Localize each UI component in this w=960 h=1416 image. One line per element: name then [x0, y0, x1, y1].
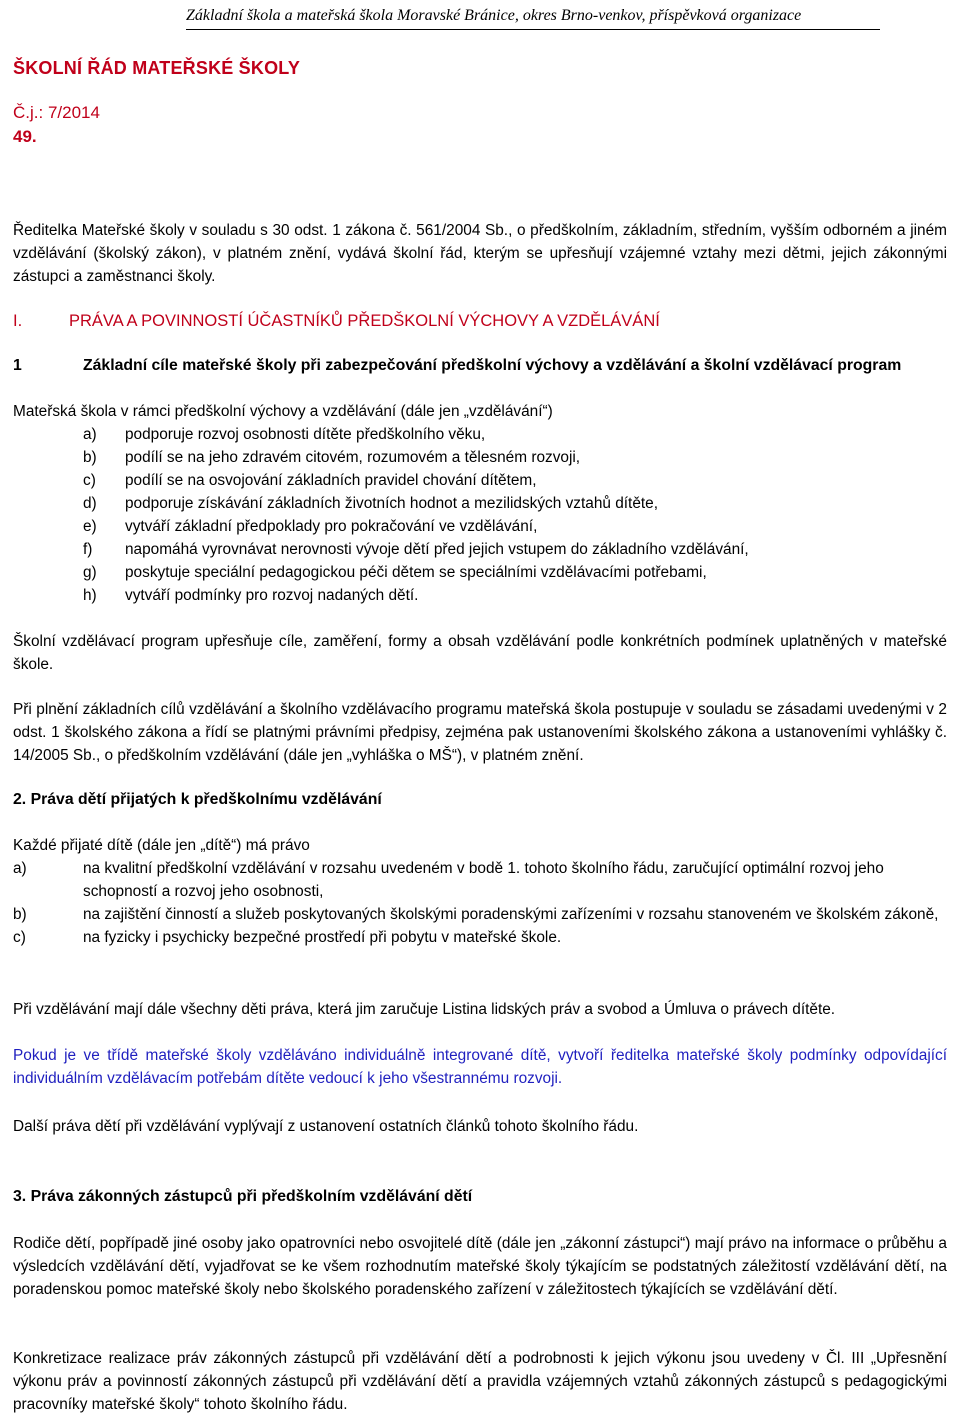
- list-item-text: na zajištění činností a služeb poskytovaných školskými poradenskými zařízeními v rozsahu stanoveném ve školském zákoně,: [83, 906, 939, 923]
- list-item-text: vytváří podmínky pro rozvoj nadaných dětí.: [125, 587, 419, 604]
- article-2-heading: 2. Práva dětí přijatých k předškolnímu vzdělávání: [13, 791, 382, 808]
- article-1-number: 1: [13, 357, 22, 374]
- article-3-paragraph-2: Konkretizace realizace práv zákonných zástupců při vzdělávání dětí a podrobnosti k jejich výkonu jsou uvedeny v Čl. III „Upřesnění výkonu práv a povinností zákonných zástupců při vzdělávání dětí a pravidla vzájemných vztahů zákonných zástupců s pedagogickými pracovníky mateřské školy“ tohoto školního řádu.: [13, 1350, 947, 1413]
- list-item: [13, 538, 947, 561]
- list-item-text: vytváří základní předpoklady pro pokračování ve vzdělávání,: [125, 518, 538, 535]
- article-2-paragraph-2: Pokud je ve třídě mateřské školy vzděláváno individuálně integrované dítě, vytvoří ředitelka mateřské školy podmínky odpovídající individuálním vzdělávacím potřebám dítěte vedoucí k jeho všestrannému rozvoji.: [13, 1047, 947, 1087]
- list-item-text: napomáhá vyrovnávat nerovnosti vývoje dětí před jejich vstupem do základního vzdělávání,: [125, 541, 749, 558]
- list-item-label: d): [83, 495, 97, 512]
- list-item: [13, 561, 947, 584]
- list-item: [13, 469, 947, 492]
- intro-paragraph: Ředitelka Mateřské školy v souladu s 30 odst. 1 zákona č. 561/2004 Sb., o předškolním, základním, středním, vyšším odborném a jiném vzdělávání (školský zákon), v platném znění, vydává školní řád, kterým se upřesňují vzájemné vztahy mezi dětmi, jejich zákonnými zástupci a zaměstnanci školy.: [13, 222, 947, 285]
- list-item: [13, 857, 947, 903]
- list-item-label: g): [83, 564, 97, 581]
- article-1-heading: [13, 355, 901, 377]
- article-2-body: [13, 834, 947, 949]
- list-item-label: c): [83, 472, 96, 489]
- list-item-label: e): [83, 518, 97, 535]
- list-item-text: na fyzicky i psychicky bezpečné prostředí při pobytu v mateřské škole.: [83, 929, 562, 946]
- list-item-text: podílí se na osvojování základních pravidel chování dítětem,: [125, 472, 537, 489]
- article-1-list: [13, 423, 947, 607]
- article-2-list: [13, 857, 947, 949]
- list-item-text: podporuje rozvoj osobnosti dítěte předškolního věku,: [125, 426, 486, 443]
- list-item-text: podílí se na jeho zdravém citovém, rozumovém a tělesném rozvoji,: [125, 449, 581, 466]
- section-heading: [13, 310, 660, 332]
- article-3-heading: 3. Práva zákonných zástupců při předškolním vzdělávání dětí: [13, 1188, 473, 1205]
- list-item-label: f): [83, 541, 93, 558]
- list-item-text: na kvalitní předškolní vzdělávání v rozsahu uvedeném v bodě 1. tohoto školního řádu, zaručující optimální rozvoj jeho schopností a rozvoj jeho osobnosti,: [83, 860, 884, 900]
- list-item-label: b): [13, 906, 27, 923]
- list-item-label: h): [83, 587, 97, 604]
- article-1-lead: Mateřská škola v rámci předškolní výchovy a vzdělávání (dále jen „vzdělávání“): [13, 403, 553, 420]
- article-2-lead: Každé přijaté dítě (dále jen „dítě“) má právo: [13, 837, 310, 854]
- list-item: [13, 446, 947, 469]
- article-2-paragraph-1: Při vzdělávání mají dále všechny děti práva, která jim zaručuje Listina lidských práv a svobod a Úmluva o právech dítěte.: [13, 1001, 836, 1018]
- list-item: [13, 903, 947, 926]
- list-item-label: b): [83, 449, 97, 466]
- section-title: PRÁVA A POVINNOSTÍ ÚČASTNÍKŮ PŘEDŠKOLNÍ VÝCHOVY A VZDĚLÁVÁNÍ: [69, 312, 660, 330]
- list-item-text: poskytuje speciální pedagogickou péči dětem se speciálními vzdělávacími potřebami,: [125, 564, 707, 581]
- list-item: [13, 926, 947, 949]
- list-item-label: a): [13, 860, 27, 877]
- article-1-paragraph-2: Při plnění základních cílů vzdělávání a školního vzdělávacího programu mateřská škola postupuje v souladu se zásadami uvedenými v 2 odst. 1 školského zákona a řídí se platnými právními předpisy, zejména pak ustanoveními školského zákona a ustanoveními vyhlášky č. 14/2005 Sb., o předškolním vzdělávání (dále jen „vyhláška o MŠ“), v platném znění.: [13, 701, 947, 764]
- reference-number: Č.j.: 7/2014: [13, 103, 100, 122]
- list-item-text: podporuje získávání základních životních hodnot a mezilidských vztahů dítěte,: [125, 495, 658, 512]
- document-header: Základní škola a mateřská škola Moravské Bránice, okres Brno-venkov, příspěvková organizace: [186, 6, 880, 30]
- list-item: [13, 515, 947, 538]
- list-item-label: c): [13, 929, 26, 946]
- section-number: I.: [13, 312, 23, 330]
- list-item: [13, 423, 947, 446]
- list-item: [13, 492, 947, 515]
- list-item-label: a): [83, 426, 97, 443]
- document-title: ŠKOLNÍ ŘÁD MATEŘSKÉ ŠKOLY: [13, 58, 301, 78]
- article-2-paragraph-3: Další práva dětí při vzdělávání vyplývají z ustanovení ostatních článků tohoto školního řádu.: [13, 1118, 639, 1135]
- document-number: 49.: [13, 127, 37, 146]
- article-1-title: Základní cíle mateřské školy při zabezpečování předškolní výchovy a vzdělávání a školní vzdělávací program: [83, 357, 902, 374]
- article-1-body: [13, 400, 947, 607]
- article-3-paragraph-1: Rodiče dětí, popřípadě jiné osoby jako opatrovníci nebo osvojitelé dítě (dále jen „zákonní zástupci“) mají právo na informace o průběhu a výsledcích vzdělávání dětí, vyjadřovat se ke všem rozhodnutím mateřské školy týkajícím se podstatných záležitostí vzdělávání dětí, na poradenskou pomoc mateřské školy nebo školského poradenského zařízení v záležitostech týkajících se vzdělávání dětí.: [13, 1235, 947, 1298]
- list-item: [13, 584, 947, 607]
- article-1-paragraph-1: Školní vzdělávací program upřesňuje cíle, zaměření, formy a obsah vzdělávání podle konkrétních podmínek uplatněných v mateřské škole.: [13, 633, 947, 673]
